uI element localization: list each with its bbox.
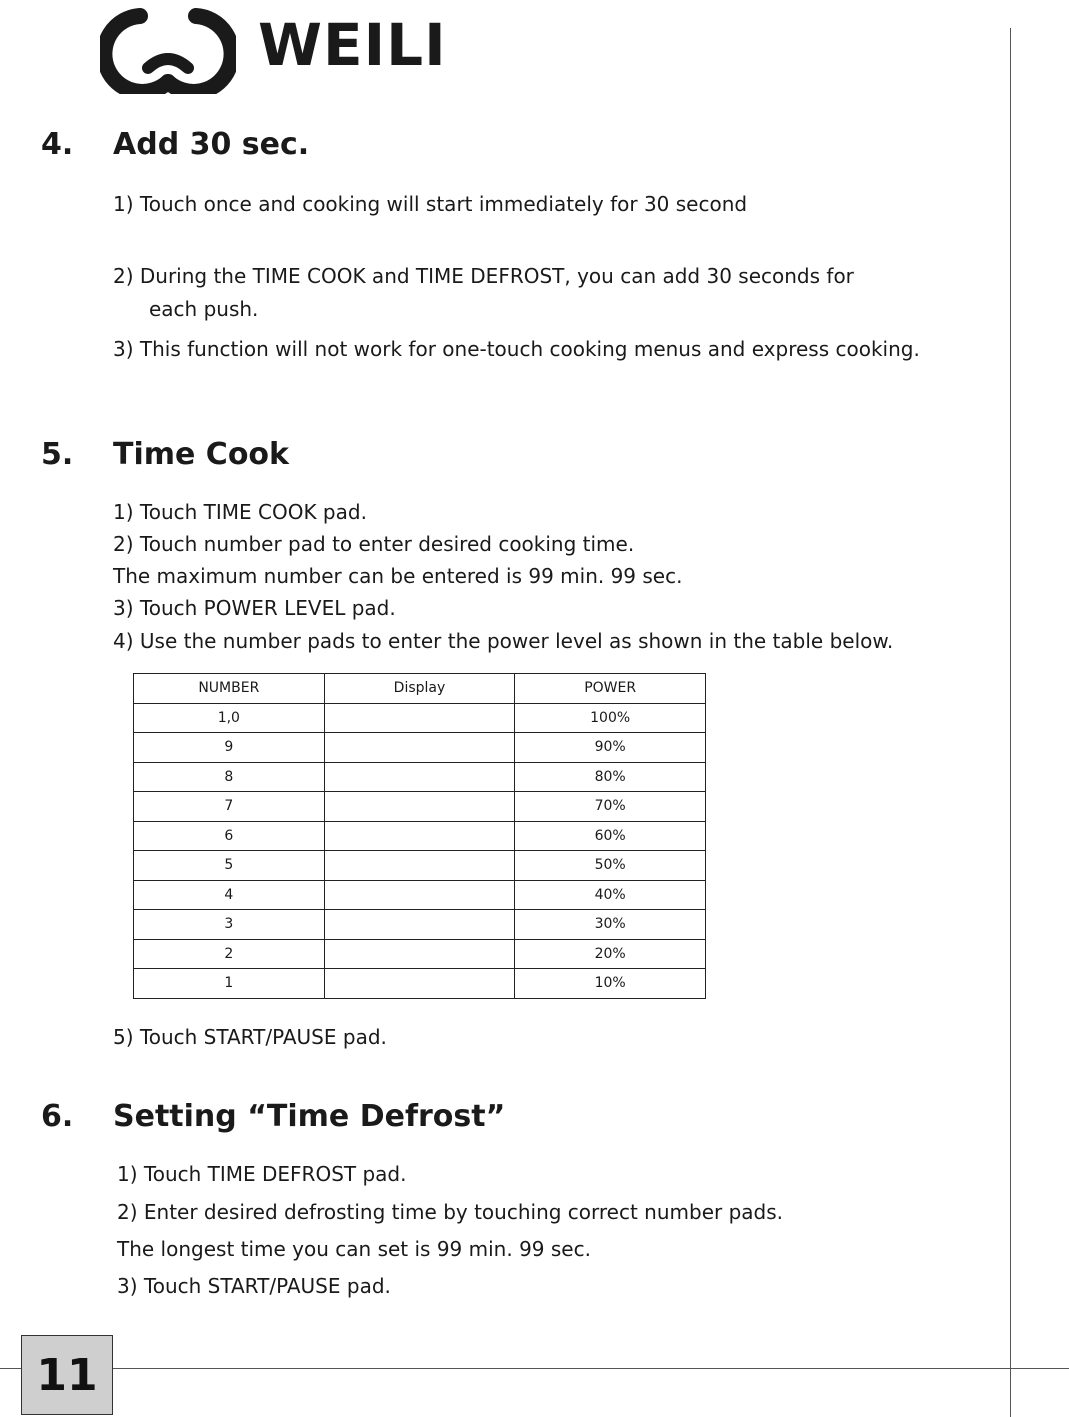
table-row xyxy=(134,910,706,940)
cell-power: 20% xyxy=(515,939,706,969)
section-6-item-1: 1) Touch TIME DEFROST pad. xyxy=(117,1162,407,1186)
section-6-item-3: 3) Touch START/PAUSE pad. xyxy=(117,1274,391,1298)
section-title: Add 30 sec. xyxy=(113,127,310,162)
cell-display xyxy=(324,792,515,822)
table-row xyxy=(134,762,706,792)
section-number: 6. xyxy=(41,1099,74,1134)
section-5-item-4: 4) Use the number pads to enter the power level as shown in the table below. xyxy=(113,629,894,653)
brand-name: WEILI xyxy=(258,11,447,79)
cell-number: 5 xyxy=(134,851,325,881)
section-5-item-2-note: The maximum number can be entered is 99 min. 99 sec. xyxy=(113,564,683,588)
section-5-item-5: 5) Touch START/PAUSE pad. xyxy=(113,1025,387,1049)
cell-display xyxy=(324,762,515,792)
cell-display xyxy=(324,939,515,969)
section-5-item-1: 1) Touch TIME COOK pad. xyxy=(113,500,367,524)
cell-display xyxy=(324,733,515,763)
margin-rule-horizontal xyxy=(0,1368,1069,1369)
cell-power: 70% xyxy=(515,792,706,822)
table-row xyxy=(134,939,706,969)
cell-display xyxy=(324,969,515,999)
cell-number: 7 xyxy=(134,792,325,822)
table-row xyxy=(134,969,706,999)
cell-power: 40% xyxy=(515,880,706,910)
page-number: 11 xyxy=(21,1335,113,1415)
cell-display xyxy=(324,910,515,940)
section-title: Time Cook xyxy=(113,437,289,472)
section-6-item-2: 2) Enter desired defrosting time by touching correct number pads. xyxy=(117,1200,784,1224)
section-4-item-3: 3) This function will not work for one-touch cooking menus and express cooking. xyxy=(113,337,920,361)
section-5-item-2: 2) Touch number pad to enter desired cooking time. xyxy=(113,532,635,556)
section-5-item-3: 3) Touch POWER LEVEL pad. xyxy=(113,596,396,620)
cell-display xyxy=(324,703,515,733)
table-row xyxy=(134,733,706,763)
cell-power: 30% xyxy=(515,910,706,940)
cell-number: 1 xyxy=(134,969,325,999)
section-number: 4. xyxy=(41,127,74,162)
section-title: Setting “Time Defrost” xyxy=(113,1099,506,1134)
cell-number: 9 xyxy=(134,733,325,763)
table-row xyxy=(134,851,706,881)
cell-number: 2 xyxy=(134,939,325,969)
header-display: Display xyxy=(324,674,515,704)
cell-power: 100% xyxy=(515,703,706,733)
header-power: POWER xyxy=(515,674,706,704)
power-level-table xyxy=(133,673,706,999)
section-4-item-1: 1) Touch once and cooking will start immediately for 30 second xyxy=(113,192,748,216)
cell-display xyxy=(324,851,515,881)
cell-power: 60% xyxy=(515,821,706,851)
table-header-row xyxy=(134,674,706,704)
cell-number: 4 xyxy=(134,880,325,910)
section-number: 5. xyxy=(41,437,74,472)
margin-rule-vertical xyxy=(1010,28,1011,1417)
header-number: NUMBER xyxy=(134,674,325,704)
table-row xyxy=(134,880,706,910)
cell-number: 3 xyxy=(134,910,325,940)
section-4-item-2-cont: each push. xyxy=(149,297,259,321)
section-6-item-2-note: The longest time you can set is 99 min. 99 sec. xyxy=(117,1237,591,1261)
cell-number: 1,0 xyxy=(134,703,325,733)
weili-logo-icon xyxy=(100,2,236,94)
cell-number: 8 xyxy=(134,762,325,792)
cell-power: 50% xyxy=(515,851,706,881)
cell-power: 90% xyxy=(515,733,706,763)
table-row xyxy=(134,792,706,822)
table-row xyxy=(134,703,706,733)
cell-display xyxy=(324,880,515,910)
cell-power: 10% xyxy=(515,969,706,999)
section-4-item-2: 2) During the TIME COOK and TIME DEFROST, you can add 30 seconds for xyxy=(113,264,854,288)
table-row xyxy=(134,821,706,851)
cell-power: 80% xyxy=(515,762,706,792)
cell-display xyxy=(324,821,515,851)
cell-number: 6 xyxy=(134,821,325,851)
